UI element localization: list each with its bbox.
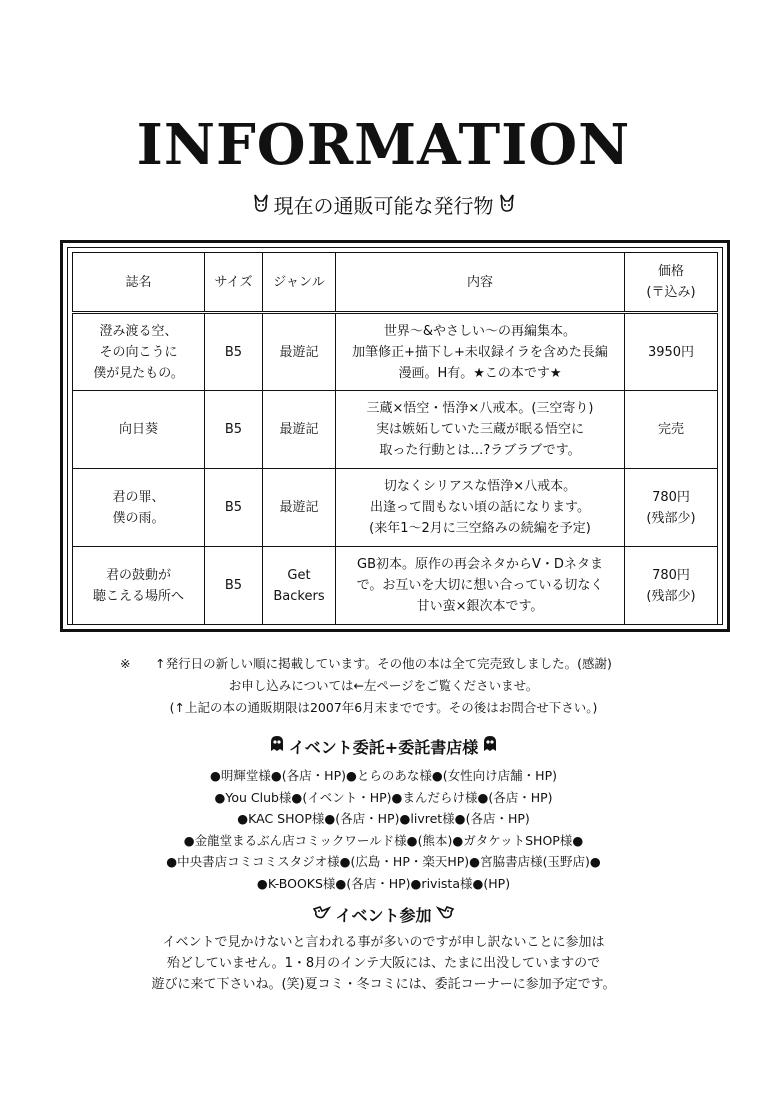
subtitle <box>0 190 767 219</box>
book-genre: 最遊記 <box>263 391 336 469</box>
book-content: GB初本。原作の再会ネタからV・Dネタま で。お互いを大切に想い合っている切なく 甘い蛮×銀次本です。 <box>336 547 625 625</box>
event-line: イベントで見かけないと言われる事が多いのですが申し訳ないことに参加は <box>162 935 605 950</box>
book-price: 完売 <box>625 391 718 469</box>
bird-icon <box>313 905 331 925</box>
book-size: B5 <box>205 469 263 547</box>
rabbit-icon <box>498 193 516 218</box>
note-mark: ※ <box>120 656 131 671</box>
book-price: 780円 (残部少) <box>625 547 718 625</box>
page-title: INFORMATION <box>136 112 631 178</box>
event-heading-text: イベント参加 <box>335 906 432 925</box>
catalog-table <box>72 252 718 625</box>
book-size: B5 <box>205 391 263 469</box>
shop-line: ●K-BOOKS様●(各店・HP)●rivista様●(HP) <box>256 875 511 891</box>
book-price: 780円 (残部少) <box>625 469 718 547</box>
event-line: 殆どしていません。1・8月のインテ大阪には、たまに出没していますので <box>166 956 601 971</box>
rabbit-icon <box>252 193 270 218</box>
table-row <box>73 547 718 625</box>
shop-line: ●You Club様●(イベント・HP)●まんだらけ様●(各店・HP) <box>214 789 553 805</box>
table-row <box>73 313 718 391</box>
book-content: 切なくシリアスな悟浄×八戒本。 出逢って間もない頃の話になります。 (来年1～2月に三空絡みの続編を予定) <box>336 469 625 547</box>
header-content: 内容 <box>336 253 625 313</box>
bird-icon <box>436 905 454 925</box>
book-name: 向日葵 <box>73 391 205 469</box>
note-line: お申し込みについては←左ページをご覧くださいませ。 <box>228 678 539 693</box>
shop-line: ●明輝堂様●(各店・HP)●とらのあな様●(女性向け店舗・HP) <box>209 768 557 783</box>
catalog-frame <box>60 240 730 632</box>
table-row <box>73 469 718 547</box>
consign-heading <box>0 735 767 758</box>
ghost-icon <box>482 735 498 757</box>
ghost-icon <box>269 735 285 757</box>
book-name: 君の鼓動が 聴こえる場所へ <box>73 547 205 625</box>
event-line: 遊びに来て下さいね。(笑)夏コミ・冬コミには、委託コーナーに参加予定です。 <box>151 977 616 992</box>
book-content: 世界～&やさしい～の再編集本。 加筆修正+描下し+未収録イラを含めた長編 漫画。H有。★この本です★ <box>336 313 625 391</box>
event-text <box>0 932 767 995</box>
notes <box>0 653 767 719</box>
book-name: 君の罪、 僕の雨。 <box>73 469 205 547</box>
book-genre: 最遊記 <box>263 313 336 391</box>
shop-line: ●中央書店コミコミスタジオ様●(広島・HP・楽天HP)●宮脇書店様(玉野店)● <box>166 854 601 869</box>
table-row <box>73 391 718 469</box>
header-price: 価格 (〒込み) <box>625 253 718 313</box>
book-size: B5 <box>205 547 263 625</box>
note-line: ↑発行日の新しい順に掲載しています。その他の本は全て完売致しました。(感謝) <box>155 656 612 671</box>
book-price: 3950円 <box>625 313 718 391</box>
book-name: 澄み渡る空、 その向こうに 僕が見たもの。 <box>73 313 205 391</box>
subtitle-text: 現在の通販可能な発行物 <box>273 194 494 218</box>
header-size: サイズ <box>205 253 263 313</box>
book-size: B5 <box>205 313 263 391</box>
book-content: 三蔵×悟空・悟浄×八戒本。(三空寄り) 実は嫉妬していた三蔵が眠る悟空に 取った行動とは…?ラブラブです。 <box>336 391 625 469</box>
shop-line: ●KAC SHOP様●(各店・HP)●livret様●(各店・HP) <box>237 811 530 826</box>
header-genre: ジャンル <box>263 253 336 313</box>
table-header-row <box>73 253 718 313</box>
consign-heading-text: イベント委託+委託書店様 <box>288 738 479 757</box>
header-name: 誌名 <box>73 253 205 313</box>
shop-line: ●金龍堂まるぶん店コミックワールド様●(熊本)●ガタケットSHOP様● <box>183 832 584 848</box>
book-genre: 最遊記 <box>263 469 336 547</box>
shop-list <box>0 765 767 894</box>
event-heading <box>0 903 767 926</box>
note-line: (↑上記の本の通販期限は2007年6月末までです。その後はお問合せ下さい。) <box>169 700 598 715</box>
book-genre: Get Backers <box>263 547 336 625</box>
